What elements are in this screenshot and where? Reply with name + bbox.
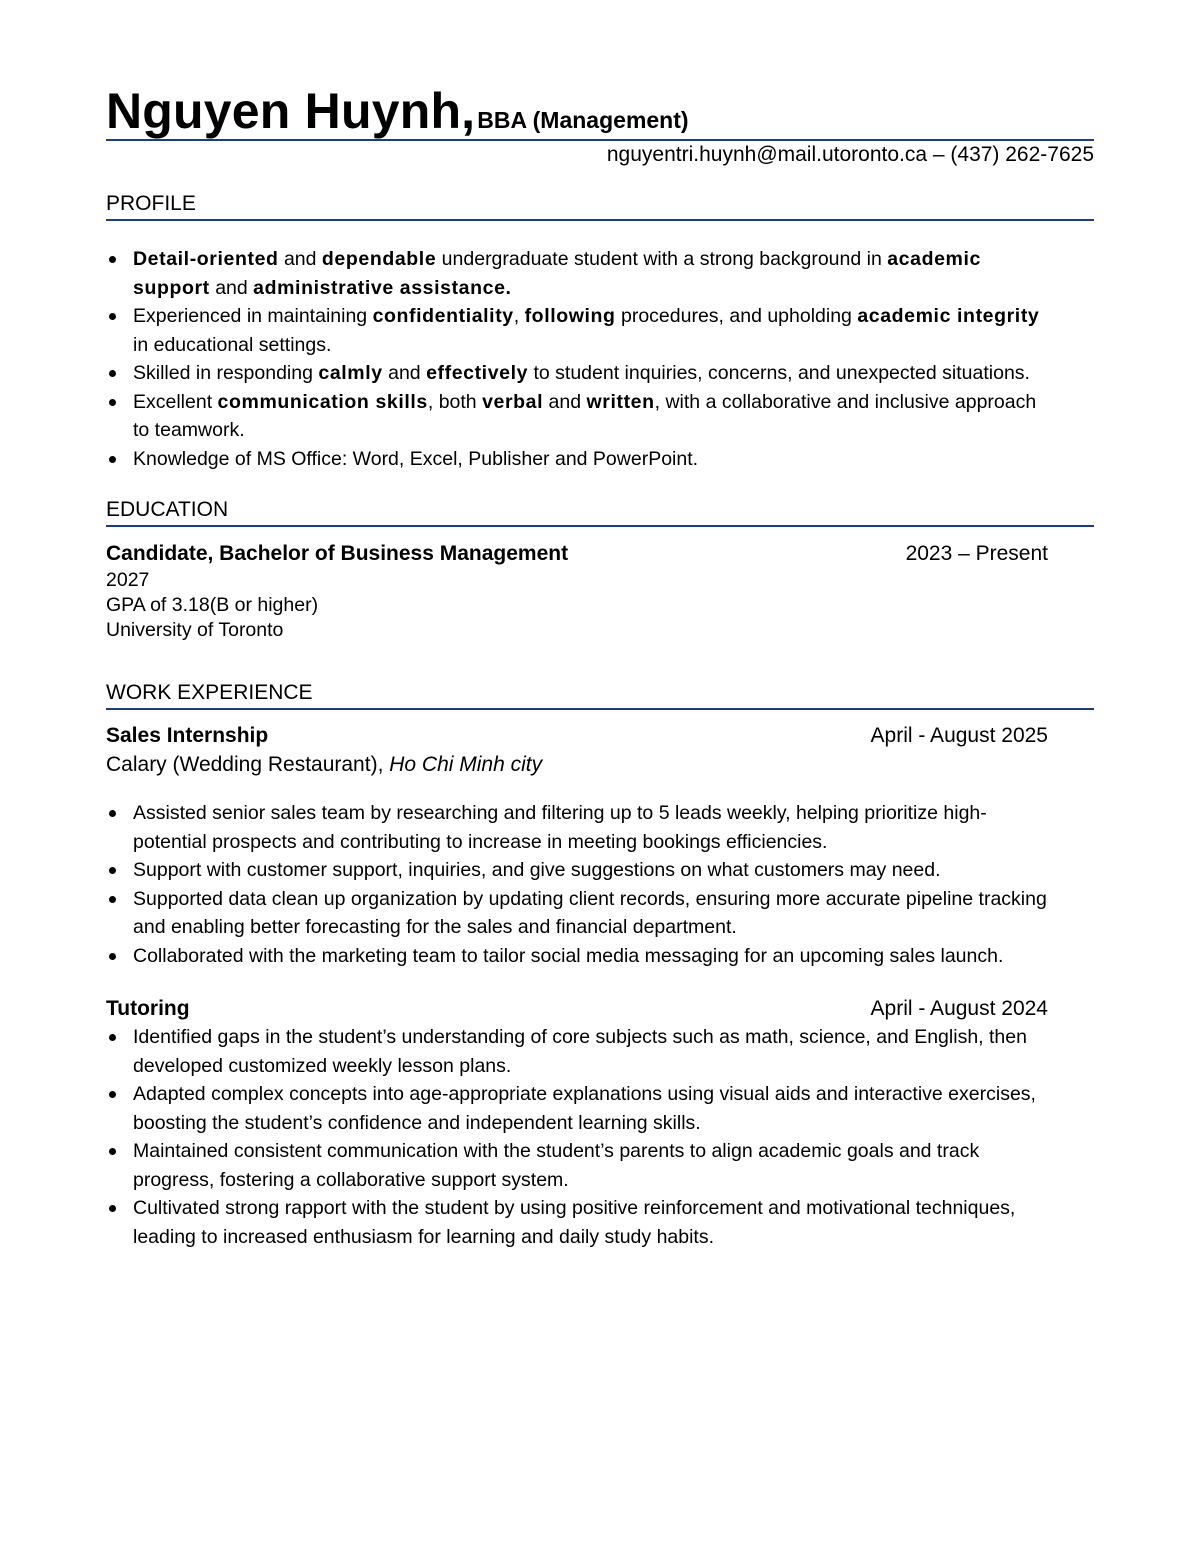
bullet-dot-icon (109, 399, 116, 406)
candidate-credential: BBA (Management) (477, 107, 689, 133)
job-header (106, 995, 1048, 1023)
bullet-text: Support with customer support, inquiries, and give suggestions on what customers may need. (133, 859, 941, 881)
bullet-highlight: following (524, 305, 616, 327)
bullet-highlight: administrative assistance. (253, 276, 512, 299)
candidate-name: Nguyen Huynh, (106, 83, 476, 139)
bullet-highlight: dependable (321, 248, 437, 270)
bullet-text: Supported data clean up organization by updating client records, ensuring more accurate pipeline tracking and enabling better forecasting for the sales and financial department. (133, 887, 1047, 938)
education-entry-header (106, 540, 1048, 568)
bullet-highlight: confidentiality (372, 305, 514, 327)
education-dates: 2023 – Present (905, 542, 1048, 565)
job-bullet (106, 1080, 1053, 1137)
bullet-dot-icon (109, 1091, 116, 1098)
bullet-text: , with a collaborative and inclusive approach to teamwork. (133, 390, 1037, 441)
job-bullets (106, 799, 1094, 970)
bullet-dot-icon (109, 256, 116, 263)
job-header (106, 722, 1048, 750)
profile-bullets (106, 245, 1094, 473)
job-dates: April - August 2025 (870, 724, 1048, 747)
profile-divider (106, 219, 1094, 221)
bullet-text: Collaborated with the marketing team to tailor social media messaging for an upcoming sales launch. (133, 944, 1004, 967)
bullet-text: Cultivated strong rapport with the student by using positive reinforcement and motivational techniques, leading to increased enthusiasm for learning and daily study habits. (133, 1197, 1016, 1248)
job-location: Ho Chi Minh city (389, 753, 543, 776)
resume-content (106, 80, 1094, 1251)
profile-bullet (106, 445, 1053, 474)
job-bullet (106, 942, 1053, 971)
bullet-text: and (209, 276, 254, 299)
bullet-text: Assisted senior sales team by researching and filtering up to 5 leads weekly, helping prioritize high-potential prospects and contributing to increase in meeting bookings efficiencies. (133, 802, 987, 853)
job-bullet (106, 1194, 1053, 1251)
bullet-text: and (278, 248, 322, 270)
bullet-text: Experienced in maintaining (133, 305, 373, 327)
job-title: Sales Internship (106, 724, 269, 747)
job-bullets (106, 1023, 1094, 1251)
bullet-text: and (543, 390, 587, 413)
profile-section (106, 191, 1094, 473)
work-divider (106, 708, 1094, 710)
bullet-text: , (513, 305, 525, 327)
bullet-text: to student inquiries, concerns, and unexpected situations. (528, 362, 1030, 384)
bullet-dot-icon (109, 1034, 116, 1041)
bullet-text: Excellent (133, 390, 218, 413)
bullet-dot-icon (109, 313, 116, 320)
bullet-dot-icon (109, 953, 116, 960)
job-company: Calary (Wedding Restaurant), (106, 753, 384, 776)
bullet-highlight: written (586, 390, 655, 413)
profile-bullet (106, 245, 1053, 302)
profile-heading: PROFILE (106, 192, 196, 215)
bullet-highlight: calmly (318, 362, 383, 384)
graduation-year: 2027 (106, 569, 150, 591)
bullet-dot-icon (109, 867, 116, 874)
job-company-line (106, 751, 1094, 779)
school-name: University of Toronto (106, 619, 284, 641)
bullet-highlight: verbal (482, 390, 544, 413)
job-title: Tutoring (106, 997, 190, 1020)
job-bullet (106, 1137, 1053, 1194)
bullet-highlight: communication skills (217, 390, 428, 413)
job-bullet (106, 885, 1053, 942)
bullet-dot-icon (109, 896, 116, 903)
degree-title: Candidate, Bachelor of Business Management (106, 542, 569, 565)
bullet-dot-icon (109, 1205, 116, 1212)
job-bullet (106, 856, 1053, 885)
bullet-text: procedures, and upholding (615, 305, 858, 327)
bullet-text: Identified gaps in the student’s understanding of core subjects such as math, science, and English, then developed customized weekly lesson plans. (133, 1026, 1027, 1077)
education-heading: EDUCATION (106, 498, 229, 521)
education-divider (106, 525, 1094, 527)
bullet-dot-icon (109, 1148, 116, 1155)
bullet-text: , both (427, 390, 483, 413)
bullet-text: in educational settings. (133, 333, 332, 356)
bullet-highlight: Detail-oriented (133, 248, 279, 270)
bullet-highlight: academic support (133, 248, 981, 299)
profile-bullet (106, 359, 1053, 388)
bullet-text: Maintained consistent communication with the student’s parents to align academic goals and track progress, fostering a collaborative support system. (133, 1140, 980, 1191)
profile-bullet (106, 388, 1053, 445)
work-heading: WORK EXPERIENCE (106, 681, 313, 704)
bullet-highlight: academic integrity (857, 305, 1040, 327)
bullet-text: Knowledge of MS Office: Word, Excel, Publisher and PowerPoint. (133, 447, 699, 470)
bullet-text: Adapted complex concepts into age-appropriate explanations using visual aids and interactive exercises, boosting the student’s confidence and independent learning skills. (133, 1083, 1036, 1134)
education-section (106, 497, 1094, 643)
bullet-dot-icon (109, 810, 116, 817)
bullet-highlight: effectively (426, 362, 529, 384)
bullet-dot-icon (109, 370, 116, 377)
bullet-text: undergraduate student with a strong background in (436, 248, 888, 270)
profile-bullet (106, 302, 1053, 359)
bullet-text: and (382, 362, 427, 384)
work-section (106, 680, 1094, 1251)
bullet-text: Skilled in responding (133, 362, 319, 384)
job-dates: April - August 2024 (870, 997, 1048, 1020)
bullet-dot-icon (109, 456, 116, 463)
contact-info: nguyentri.huynh@mail.utoronto.ca – (437) 262-7625 (606, 143, 1094, 166)
gpa: GPA of 3.18(B or higher) (106, 594, 319, 616)
name-line (106, 80, 1094, 142)
job-bullet (106, 1023, 1053, 1080)
job-bullet (106, 799, 1053, 856)
